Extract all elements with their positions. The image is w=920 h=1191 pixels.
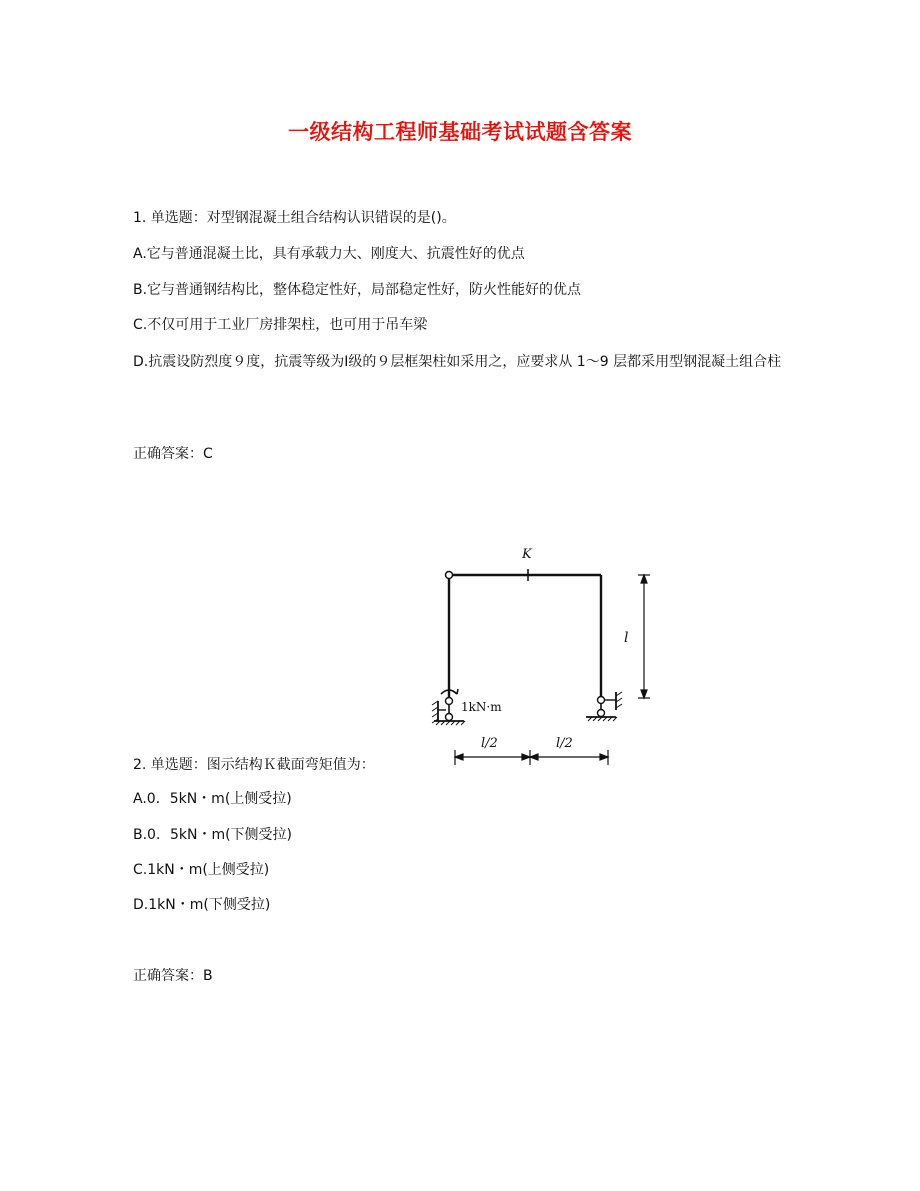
span-left-label: l/2 — [481, 736, 498, 751]
height-dimension — [638, 575, 650, 698]
frame-structure-diagram — [418, 538, 658, 778]
height-label: l — [624, 630, 629, 646]
question-1-option-c: C.不仅可用于工业厂房排架柱，也可用于吊车梁 — [133, 317, 428, 333]
question-2-option-a: A.0．5kN・m(上侧受拉) — [133, 791, 292, 807]
question-2-answer: 正确答案：B — [133, 968, 213, 984]
right-support — [586, 692, 622, 721]
question-1-answer: 正确答案：C — [133, 446, 213, 462]
question-1-option-b: B.它与普通钢结构比，整体稳定性好，局部稳定性好，防火性能好的优点 — [133, 282, 582, 298]
question-1-stem: 1. 单选题：对型钢混凝土组合结构认识错误的是()。 — [133, 210, 456, 226]
question-1-option-a: A.它与普通混凝土比，具有承载力大、刚度大、抗震性好的优点 — [133, 246, 525, 262]
question-2-option-c: C.1kN・m(上侧受拉) — [133, 862, 270, 878]
question-2-option-b: B.0．5kN・m(下侧受拉) — [133, 827, 293, 843]
question-2-stem: 2. 单选题：图示结构Ｋ截面弯矩值为： — [133, 757, 375, 773]
frame-members — [449, 575, 601, 698]
question-1-option-d: D.抗震设防烈度９度，抗震等级为Ⅰ级的９层框架柱如采用之，应要求从 1～9 层都采用型钢混凝土组合柱 — [133, 354, 782, 370]
moment-label: 1kN·m — [461, 700, 502, 714]
span-right-label: l/2 — [556, 736, 573, 751]
question-2-option-d: D.1kN・m(下侧受拉) — [133, 897, 271, 913]
span-dimension — [455, 750, 608, 765]
page-title: 一级结构工程师基础考试试题含答案 — [288, 120, 632, 144]
top-left-hinge — [446, 572, 453, 579]
section-k-label: K — [522, 547, 532, 562]
